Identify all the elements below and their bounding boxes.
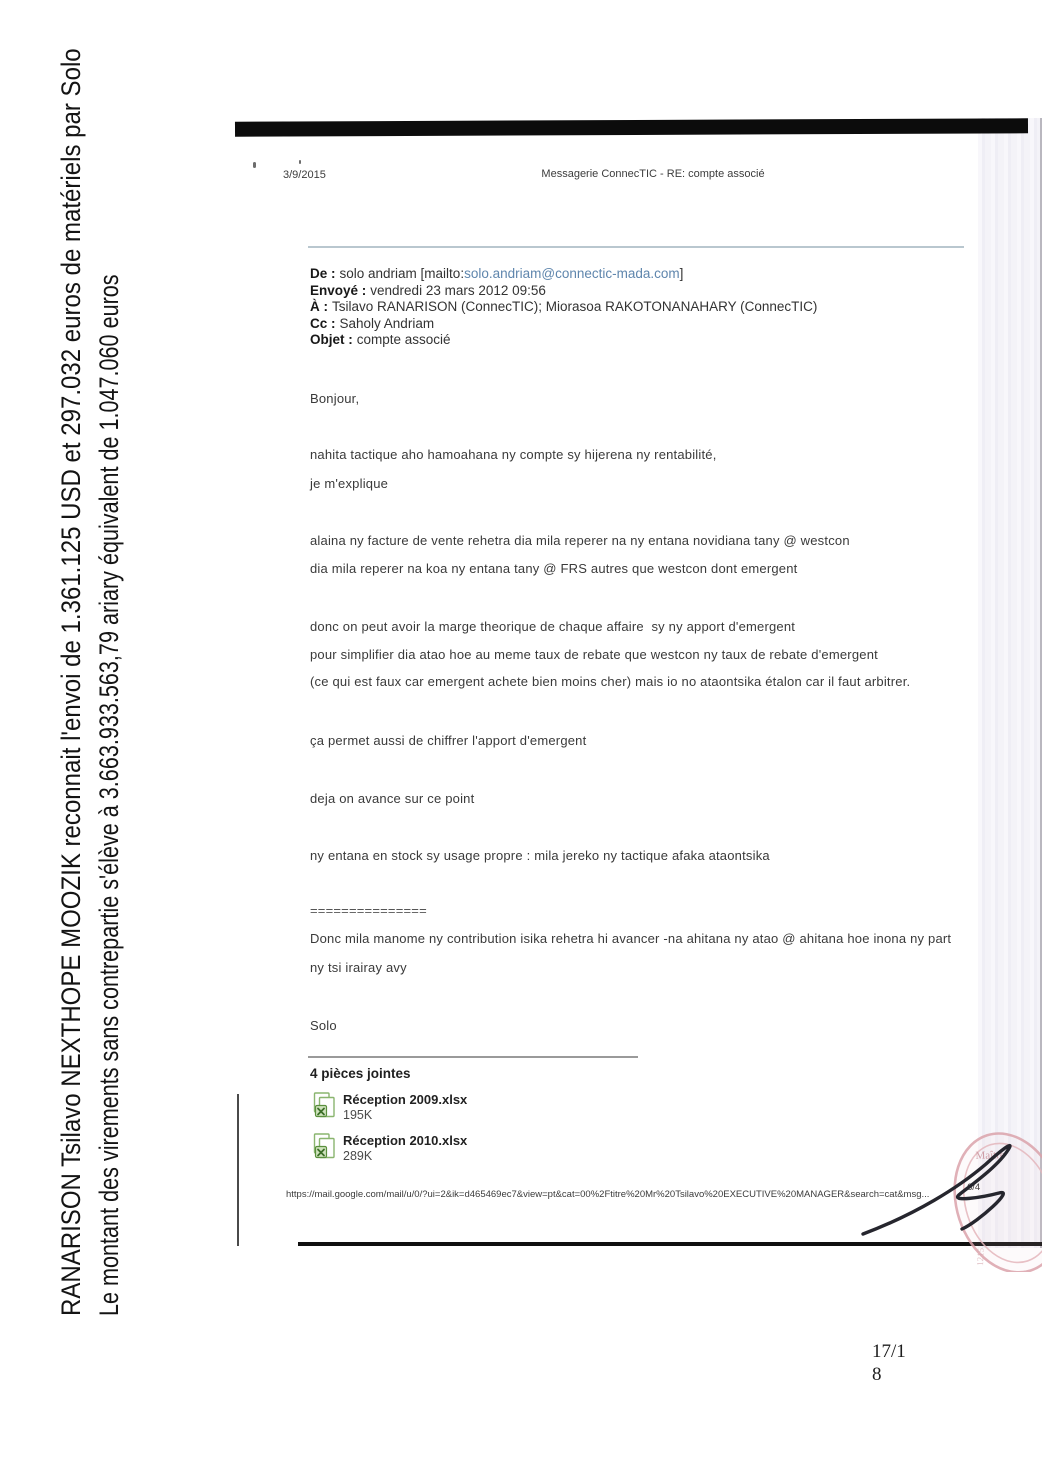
attachment-size: 289K: [343, 1149, 373, 1163]
attachments-separator: [308, 1056, 638, 1058]
body-line: nahita tactique aho hamoahana ny compte sy hijerena ny rentabilité,: [310, 447, 717, 462]
body-line: Bonjour,: [310, 391, 360, 406]
email-sent-row: Envoyé : vendredi 23 mars 2012 09:56: [310, 282, 546, 298]
annotation-line-2: Le montant des virements sans contrepartie s'élève à 3.663.933.563,79 ariary équivalent de 1.047.060 euros: [94, 274, 124, 1316]
margin-annotation: [52, 48, 130, 1316]
to-label: À :: [310, 299, 328, 315]
gmail-print-url: https://mail.google.com/mail/u/0/?ui=2&ik=d465469ec7&view=pt&cat=00%2Ftitre%20Mr%20Tsilavo%20EXECUTIVE%20MANAGER&search=cat&msg...: [286, 1189, 930, 1200]
attachment-size: 195K: [343, 1108, 373, 1122]
print-date: 3/9/2015: [283, 169, 326, 181]
scanned-email-page: [236, 118, 1042, 1248]
attachment-name: Réception 2010.xlsx: [343, 1133, 468, 1148]
sheet-page-number: 17/1 8: [872, 1341, 906, 1385]
scan-left-edge-artifact: [237, 1094, 239, 1246]
svg-text:1215: 1215: [975, 1247, 986, 1267]
body-line: ça permet aussi de chiffrer l'apport d'emergent: [310, 733, 587, 748]
attachments-header: 4 pièces jointes: [310, 1066, 411, 1081]
body-line: Donc mila manome ny contribution isika rehetra hi avancer -na ahitana ny atao @ ahitana hoe inona ny part: [310, 931, 952, 946]
email-from-row: De : solo andriam [mailto:solo.andriam@connectic-mada.com]: [310, 266, 684, 281]
body-line: ny tsi irairay avy: [310, 960, 407, 975]
body-line: dia mila reperer na koa ny entana tany @ FRS autres que westcon dont emergent: [310, 561, 798, 576]
body-line: deja on avance sur ce point: [310, 791, 475, 806]
email-to-row: À : Tsilavo RANARISON (ConnecTIC); Miorasoa RAKOTONANAHARY (ConnecTIC): [310, 299, 818, 315]
attachment-item: [313, 1092, 613, 1126]
body-line: ny entana en stock sy usage propre : mila jereko ny tactique afaka ataontsika: [310, 848, 770, 863]
stamp-text: Maître: [975, 1149, 1006, 1163]
email-subject-row: Objet : compte associé: [310, 332, 451, 348]
from-label: De :: [310, 266, 336, 281]
body-line: alaina ny facture de vente rehetra dia mila reperer na ny entana novidiana tany @ westcon: [310, 533, 850, 548]
print-title: Messagerie ConnecTIC - RE: compte associé: [541, 168, 765, 180]
attachment-item: [313, 1133, 613, 1167]
body-signature-name: Solo: [310, 1018, 337, 1033]
handwritten-signature: [836, 1126, 1042, 1258]
excel-file-icon: [313, 1133, 337, 1160]
email-headers: [310, 266, 817, 349]
scan-speck: [299, 160, 301, 164]
scan-top-bar-artifact: [235, 118, 1028, 136]
body-divider-line: ===============: [310, 903, 427, 918]
cc-label: Cc :: [310, 315, 336, 331]
sent-label: Envoyé :: [310, 282, 367, 298]
subject-label: Objet :: [310, 332, 353, 348]
email-cc-row: Cc : Saholy Andriam: [310, 315, 435, 331]
annotation-line-1: RANARISON Tsilavo NEXTHOPE MOOZIK reconnait l'envoi de 1.361.125 USD et 297.032 euros de matériels par Solo: [56, 48, 86, 1316]
body-line: je m'explique: [310, 476, 389, 491]
excel-file-icon: [313, 1092, 337, 1119]
body-line: (ce qui est faux car emergent achete bien moins cher) mais io no ataontsika étalon car il faut arbitrer.: [310, 674, 911, 689]
body-line: donc on peut avoir la marge theorique de chaque affaire sy ny apport d'emergent: [310, 619, 796, 634]
body-line: pour simplifier dia atao hoe au meme taux de rebate que westcon ny taux de rebate d'emergent: [310, 647, 878, 662]
header-separator: [308, 246, 964, 248]
from-email-link[interactable]: solo.andriam@connectic-mada.com: [464, 266, 680, 281]
attachment-name: Réception 2009.xlsx: [343, 1092, 468, 1107]
scan-streaks-artifact: [978, 118, 1042, 1248]
